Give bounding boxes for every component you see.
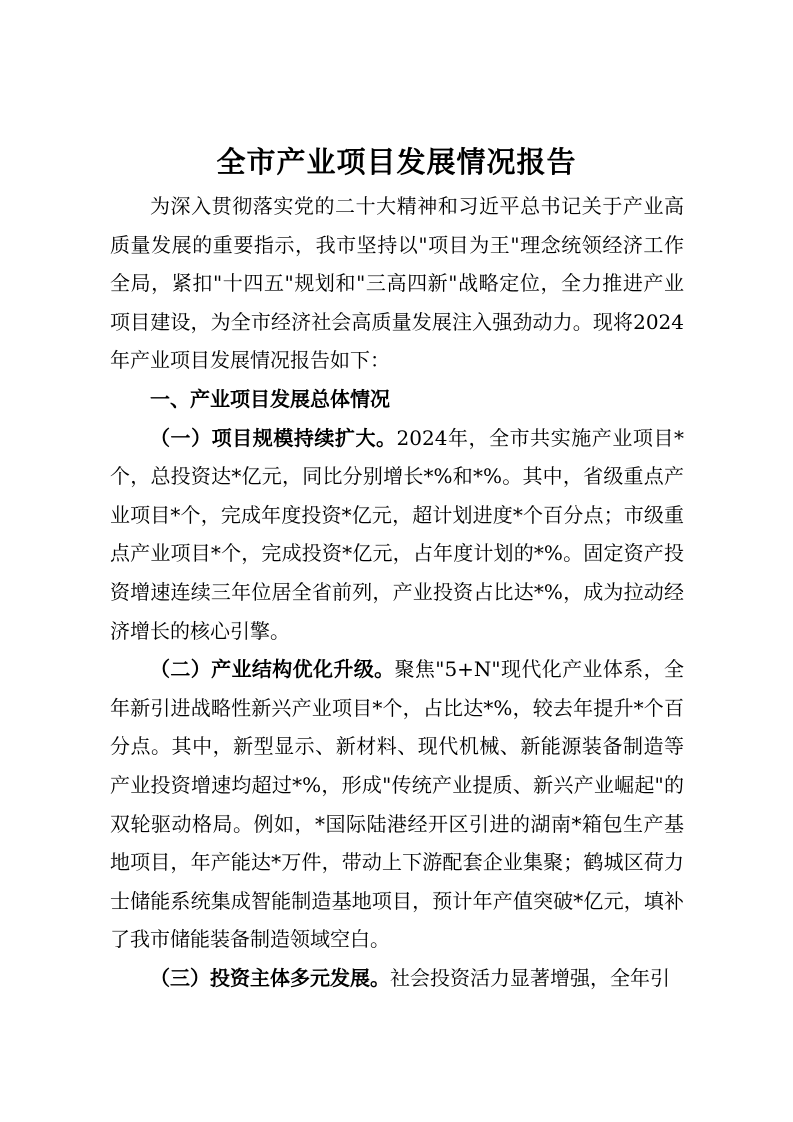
- item-paragraph: [110, 419, 684, 651]
- item-text: 聚焦"5+N"现代化产业体系，全年新引进战略性新兴产业项目*个，占比达*%，较去年提升*个百分点。其中，新型显示、新材料、现代机械、新能源装备制造等产业投资增速均超过*%，形成"传统产业提质、新兴产业崛起"的双轮驱动格局。例如，*国际陆港经开区引进的湖南*箱包生产基地项目，年产能达*万件，带动上下游配套企业集聚；鹤城区荷力士储能系统集成智能制造基地项目，预计年产值突破*亿元，填补了我市储能装备制造领域空白。: [110, 657, 684, 952]
- item-text: 2024年，全市共实施产业项目*个，总投资达*亿元，同比分别增长*%和*%。其中，省级重点产业项目*个，完成年度投资*亿元，超计划进度*个百分点；市级重点产业项目*个，完成投资*亿元，占年度计划的*%。固定资产投资增速连续三年位居全省前列，产业投资占比达*%，成为拉动经济增长的核心引擎。: [110, 425, 684, 643]
- item-paragraph: [110, 959, 684, 998]
- section-heading: 一、产业项目发展总体情况: [150, 386, 390, 411]
- item-lead: （三）投资主体多元发展。: [150, 965, 390, 990]
- item-text: 社会投资活力显著增强，全年引: [390, 965, 670, 990]
- intro-paragraph: 为深入贯彻落实党的二十大精神和习近平总书记关于产业高质量发展的重要指示，我市坚持以"项目为王"理念统领经济工作全局，紧扣"十四五"规划和"三高四新"战略定位，全力推进产业项目建设，为全市经济社会高质量发展注入强劲动力。现将2024年产业项目发展情况报告如下：: [110, 194, 684, 373]
- document-title: 全市产业项目发展情况报告: [216, 145, 577, 179]
- item-paragraph: [110, 650, 684, 959]
- item-lead: （一）项目规模持续扩大。: [150, 425, 397, 450]
- document-body: [110, 187, 684, 997]
- item-lead: （二）产业结构优化升级。: [150, 657, 395, 682]
